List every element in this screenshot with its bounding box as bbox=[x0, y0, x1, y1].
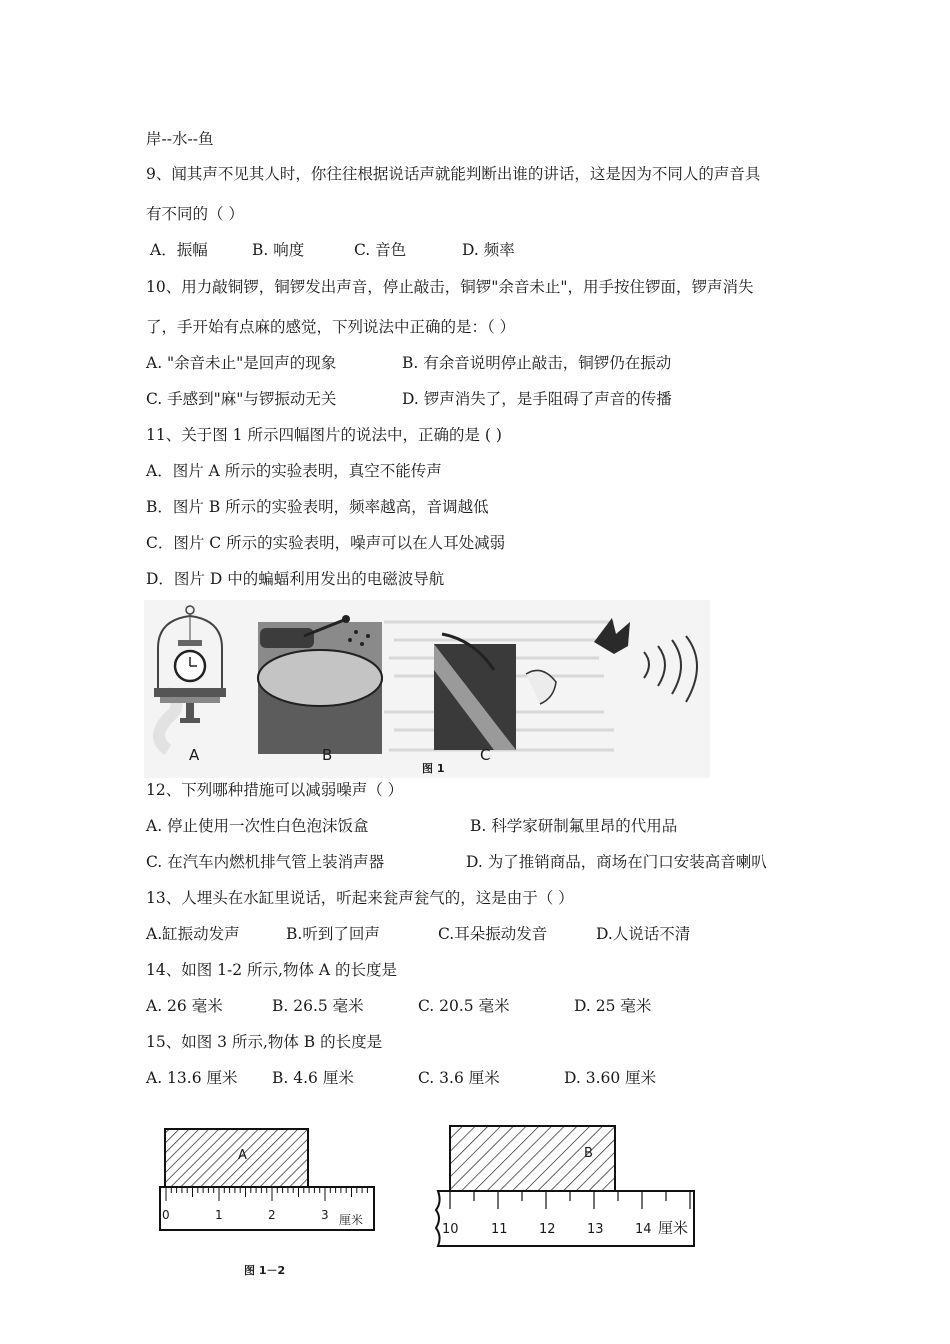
ruler-2-tick-13: 13 bbox=[587, 1222, 604, 1237]
q9-stem-line1: 9、闻其声不见其人时，你往往根据说话声就能判断出谁的讲话，这是因为不同人的声音具 bbox=[146, 165, 761, 183]
q10-option-a: A. "余音未止"是回声的现象 bbox=[146, 354, 337, 372]
figure-label-b: B bbox=[322, 746, 333, 764]
ruler-1-tick-2: 2 bbox=[268, 1208, 276, 1222]
q13-option-c: C.耳朵振动发音 bbox=[438, 925, 548, 943]
figure-1-illustration bbox=[144, 600, 710, 778]
q10-option-b: B. 有余音说明停止敲击，铜锣仍在振动 bbox=[402, 354, 672, 372]
figure-label-a: A bbox=[189, 746, 200, 764]
ruler-1-tick-1: 1 bbox=[215, 1208, 223, 1222]
q14-stem: 14、如图 1-2 所示,物体 A 的长度是 bbox=[146, 961, 398, 979]
figure-1-2-caption: 图 1－2 bbox=[244, 1264, 286, 1277]
q12-option-a: A. 停止使用一次性白色泡沫饭盒 bbox=[146, 817, 369, 835]
q9-option-c: C. 音色 bbox=[354, 241, 407, 259]
q14-option-c: C. 20.5 毫米 bbox=[418, 997, 510, 1015]
q12-stem: 12、下列哪种措施可以减弱噪声（ ） bbox=[146, 781, 404, 799]
q12-option-d: D. 为了推销商品，商场在门口安装高音喇叭 bbox=[466, 853, 767, 871]
q9-option-d: D. 频率 bbox=[462, 241, 515, 259]
q11-option-b: B．图片 B 所示的实验表明，频率越高，音调越低 bbox=[146, 498, 489, 516]
q11-option-c: C．图片 C 所示的实验表明，噪声可以在人耳处减弱 bbox=[146, 534, 506, 552]
figure-label-c: C bbox=[480, 746, 491, 764]
q9-stem-line2: 有不同的（ ） bbox=[146, 205, 244, 223]
q13-option-d: D.人说话不清 bbox=[596, 925, 691, 943]
figure-1 bbox=[144, 600, 710, 778]
q14-option-b: B. 26.5 毫米 bbox=[272, 997, 364, 1015]
q11-option-d: D．图片 D 中的蝙蝠利用发出的电磁波导航 bbox=[146, 570, 445, 588]
q13-stem: 13、人埋头在水缸里说话，听起来瓮声瓮气的，这是由于（ ） bbox=[146, 889, 574, 907]
q12-option-b: B. 科学家研制氟里昂的代用品 bbox=[470, 817, 678, 835]
ruler-1-unit: 厘米 bbox=[339, 1213, 364, 1227]
ruler-1-tick-3: 3 bbox=[321, 1208, 329, 1222]
q10-option-d: D. 锣声消失了，是手阻碍了声音的传播 bbox=[402, 390, 672, 408]
object-a-label: A bbox=[238, 1148, 247, 1163]
ruler-figure-1-2 bbox=[156, 1122, 388, 1282]
header-line: 岸--水--鱼 bbox=[146, 130, 214, 148]
q10-option-c: C. 手感到"麻"与锣振动无关 bbox=[146, 390, 337, 408]
ruler-2-tick-10: 10 bbox=[442, 1222, 459, 1237]
q10-stem-line2: 了，手开始有点麻的感觉，下列说法中正确的是：（ ） bbox=[146, 318, 516, 336]
q15-option-d: D. 3.60 厘米 bbox=[564, 1069, 657, 1087]
q11-stem: 11、关于图 1 所示四幅图片的说法中，正确的是 ( ) bbox=[146, 426, 502, 444]
q9-option-a: A．振幅 bbox=[150, 241, 208, 259]
q9-option-b: B. 响度 bbox=[252, 241, 305, 259]
ruler-2-tick-14: 14 bbox=[635, 1222, 652, 1237]
ruler-2-unit: 厘米 bbox=[658, 1219, 689, 1237]
q15-option-b: B. 4.6 厘米 bbox=[272, 1069, 354, 1087]
q13-option-b: B.听到了回声 bbox=[286, 925, 380, 943]
ruler-2-tick-11: 11 bbox=[491, 1222, 508, 1237]
ruler-figure-3 bbox=[432, 1118, 702, 1250]
q15-stem: 15、如图 3 所示,物体 B 的长度是 bbox=[146, 1033, 383, 1051]
q14-option-d: D. 25 毫米 bbox=[574, 997, 652, 1015]
object-b-label: B bbox=[584, 1146, 593, 1161]
q11-option-a: A．图片 A 所示的实验表明，真空不能传声 bbox=[146, 462, 442, 480]
q12-option-c: C. 在汽车内燃机排气管上装消声器 bbox=[146, 853, 385, 871]
q15-option-c: C. 3.6 厘米 bbox=[418, 1069, 500, 1087]
drum-icon bbox=[258, 615, 382, 754]
q13-option-a: A.缸振动发声 bbox=[146, 925, 240, 943]
figure-1-caption: 图 1 bbox=[422, 762, 445, 775]
ruler-2-tick-12: 12 bbox=[539, 1222, 556, 1237]
q15-option-a: A. 13.6 厘米 bbox=[146, 1069, 238, 1087]
q10-stem-line1: 10、用力敲铜锣，铜锣发出声音，停止敲击，铜锣"余音未止"，用手按住锣面，锣声消失 bbox=[146, 278, 754, 296]
ruler-1-tick-0: 0 bbox=[162, 1208, 170, 1222]
q14-option-a: A. 26 毫米 bbox=[146, 997, 223, 1015]
